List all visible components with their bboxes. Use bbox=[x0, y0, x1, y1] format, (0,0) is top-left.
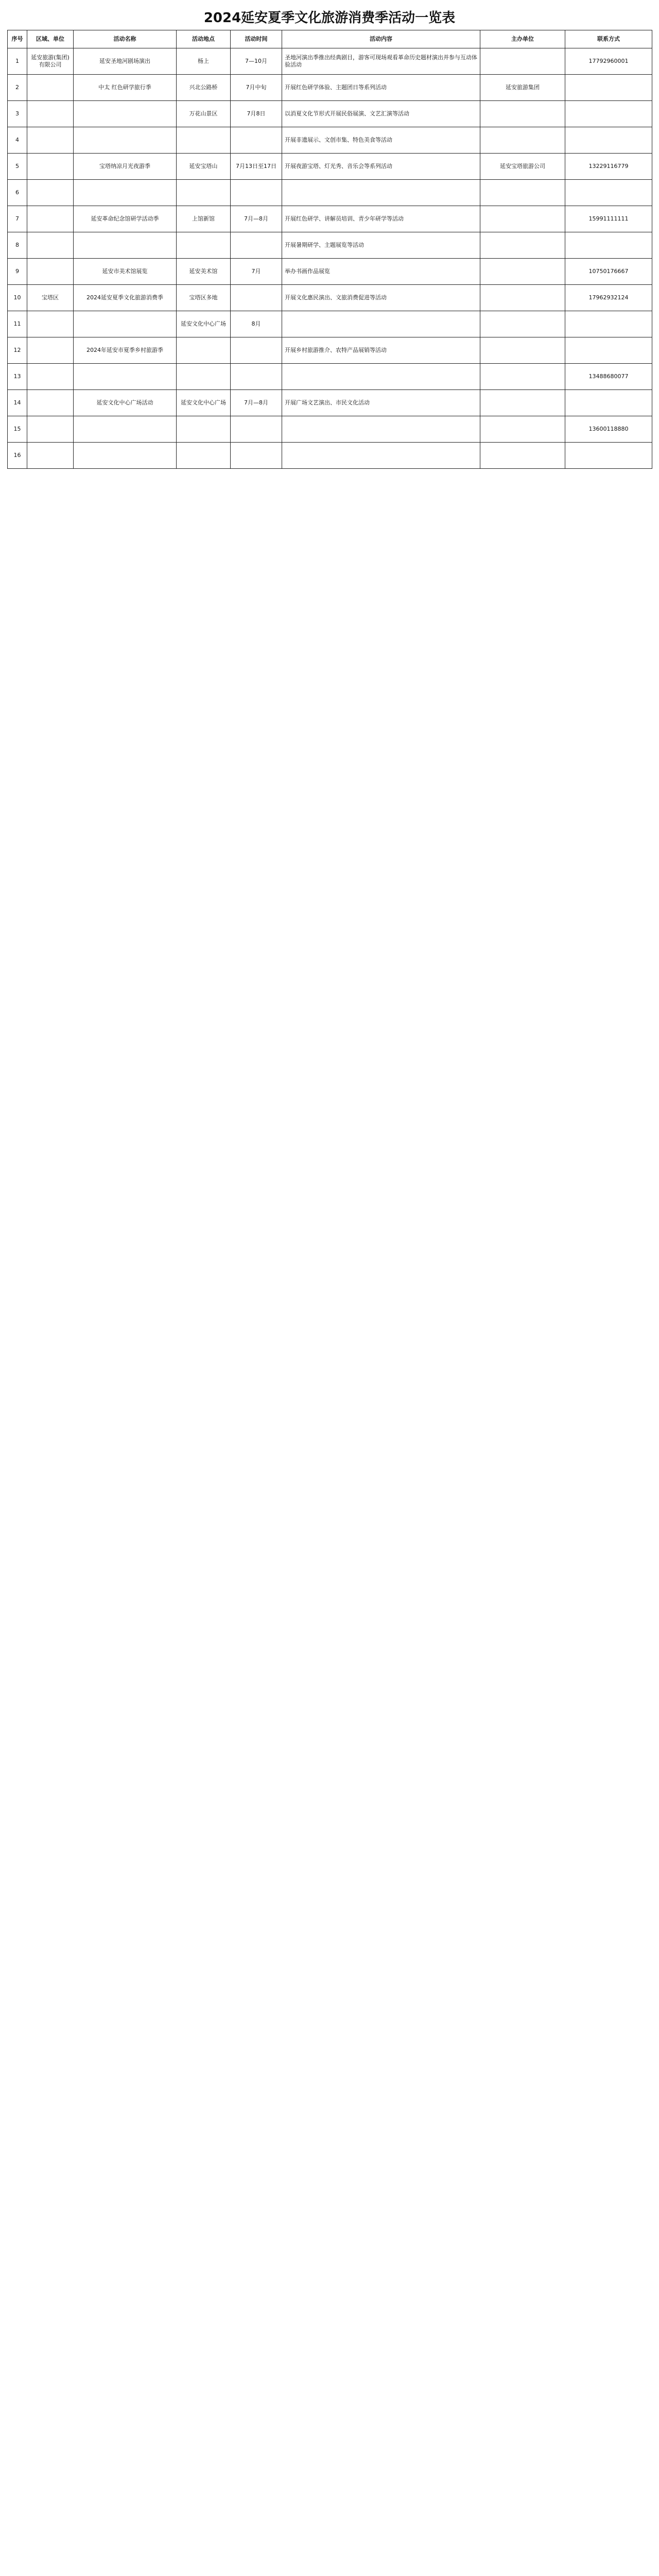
cell-name bbox=[74, 390, 177, 416]
header-no: 序号 bbox=[8, 30, 27, 48]
cell-text: 开展广场文艺演出、市民文化活动 bbox=[285, 399, 370, 406]
cell-content bbox=[282, 101, 480, 127]
header-contact: 联系方式 bbox=[565, 30, 652, 48]
cell-time bbox=[231, 101, 282, 127]
cell-text: 杨上 bbox=[198, 58, 209, 64]
cell-region bbox=[27, 311, 74, 337]
cell-time bbox=[231, 443, 282, 469]
table-row bbox=[8, 154, 652, 180]
cell-no bbox=[8, 443, 27, 469]
cell-contact bbox=[565, 337, 652, 364]
cell-name bbox=[74, 127, 177, 154]
cell-no bbox=[8, 75, 27, 101]
header-location: 活动地点 bbox=[177, 30, 231, 48]
activity-table bbox=[7, 30, 652, 469]
cell-text: 13 bbox=[13, 373, 21, 380]
cell-text: 宝塔区 bbox=[42, 294, 59, 301]
cell-time bbox=[231, 127, 282, 154]
header-content: 活动内容 bbox=[282, 30, 480, 48]
cell-time bbox=[231, 154, 282, 180]
cell-location bbox=[177, 416, 231, 443]
cell-no bbox=[8, 206, 27, 232]
cell-text: 4 bbox=[15, 137, 19, 143]
cell-no bbox=[8, 232, 27, 259]
cell-region bbox=[27, 127, 74, 154]
cell-region bbox=[27, 364, 74, 390]
cell-contact bbox=[565, 180, 652, 206]
cell-text: 8 bbox=[15, 242, 19, 248]
cell-host bbox=[480, 101, 565, 127]
cell-name bbox=[74, 364, 177, 390]
cell-time bbox=[231, 48, 282, 75]
cell-location bbox=[177, 285, 231, 311]
cell-text: 延安圣地河剧场演出 bbox=[99, 58, 150, 64]
cell-no bbox=[8, 180, 27, 206]
cell-location bbox=[177, 48, 231, 75]
cell-region bbox=[27, 259, 74, 285]
cell-contact bbox=[565, 48, 652, 75]
cell-host bbox=[480, 416, 565, 443]
cell-name bbox=[74, 180, 177, 206]
cell-content bbox=[282, 416, 480, 443]
cell-name bbox=[74, 337, 177, 364]
cell-text: 13229116779 bbox=[588, 163, 629, 170]
cell-host bbox=[480, 232, 565, 259]
cell-text: 3 bbox=[15, 110, 19, 117]
cell-contact bbox=[565, 285, 652, 311]
cell-text: 延安宝塔旅游公司 bbox=[500, 163, 545, 170]
cell-text: 开展红色研学、讲解员培训、青少年研学等活动 bbox=[285, 215, 404, 222]
cell-text: 上馆新馆 bbox=[192, 215, 215, 222]
cell-text: 宝塔区多地 bbox=[189, 294, 218, 301]
cell-text: 2 bbox=[15, 84, 19, 91]
cell-text: 2024年延安市夏季乡村旅游季 bbox=[86, 347, 163, 353]
cell-region bbox=[27, 390, 74, 416]
cell-text: 延安文化中心广场 bbox=[181, 399, 226, 406]
cell-location bbox=[177, 232, 231, 259]
cell-time bbox=[231, 311, 282, 337]
cell-text: 15991111111 bbox=[588, 215, 629, 222]
cell-no bbox=[8, 416, 27, 443]
cell-text: 2024延安夏季文化旅游消费季 bbox=[86, 294, 163, 301]
cell-host bbox=[480, 285, 565, 311]
cell-no bbox=[8, 48, 27, 75]
cell-contact bbox=[565, 232, 652, 259]
cell-text: 7月 bbox=[251, 268, 261, 275]
cell-time bbox=[231, 259, 282, 285]
cell-text: 开展夜游宝塔、灯光秀、音乐会等系列活动 bbox=[285, 163, 392, 170]
cell-text: 延安文化中心广场 bbox=[181, 320, 226, 327]
cell-content bbox=[282, 285, 480, 311]
cell-location bbox=[177, 75, 231, 101]
cell-location bbox=[177, 311, 231, 337]
cell-location bbox=[177, 154, 231, 180]
cell-text: 7月—8月 bbox=[244, 399, 268, 406]
cell-location bbox=[177, 337, 231, 364]
cell-text: 16 bbox=[13, 452, 21, 459]
cell-text: 举办书画作品展览 bbox=[285, 268, 330, 275]
cell-host bbox=[480, 337, 565, 364]
cell-time bbox=[231, 390, 282, 416]
cell-host bbox=[480, 48, 565, 75]
cell-location bbox=[177, 206, 231, 232]
cell-text: 延安宝塔山 bbox=[189, 163, 218, 170]
cell-no bbox=[8, 390, 27, 416]
table-row bbox=[8, 232, 652, 259]
cell-host bbox=[480, 180, 565, 206]
cell-no bbox=[8, 364, 27, 390]
cell-no bbox=[8, 127, 27, 154]
cell-text: 10 bbox=[13, 294, 21, 301]
table-row bbox=[8, 416, 652, 443]
cell-content bbox=[282, 206, 480, 232]
cell-text: 7月13日至17日 bbox=[236, 163, 276, 170]
cell-no bbox=[8, 285, 27, 311]
table-row bbox=[8, 364, 652, 390]
cell-time bbox=[231, 180, 282, 206]
cell-location bbox=[177, 443, 231, 469]
cell-contact bbox=[565, 416, 652, 443]
cell-text: 宝塔纳凉月光夜游季 bbox=[99, 163, 150, 170]
cell-time bbox=[231, 364, 282, 390]
cell-name bbox=[74, 101, 177, 127]
cell-text: 延安文化中心广场活动 bbox=[96, 399, 153, 406]
cell-text: 7月8日 bbox=[247, 110, 266, 117]
cell-time bbox=[231, 232, 282, 259]
cell-text: 7月中旬 bbox=[246, 84, 267, 91]
cell-text: 5 bbox=[15, 163, 19, 170]
cell-contact bbox=[565, 206, 652, 232]
cell-contact bbox=[565, 259, 652, 285]
cell-name bbox=[74, 416, 177, 443]
cell-host bbox=[480, 364, 565, 390]
cell-text: 延安革命纪念馆研学活动季 bbox=[91, 215, 159, 222]
cell-region bbox=[27, 232, 74, 259]
cell-location bbox=[177, 390, 231, 416]
cell-text: 7—10月 bbox=[245, 58, 267, 64]
cell-text: 万花山景区 bbox=[189, 110, 218, 117]
cell-host bbox=[480, 75, 565, 101]
cell-content bbox=[282, 48, 480, 75]
table-row bbox=[8, 311, 652, 337]
cell-contact bbox=[565, 364, 652, 390]
cell-content bbox=[282, 443, 480, 469]
header-time: 活动时间 bbox=[231, 30, 282, 48]
cell-text: 8月 bbox=[251, 320, 261, 327]
cell-no bbox=[8, 337, 27, 364]
cell-time bbox=[231, 337, 282, 364]
cell-no bbox=[8, 259, 27, 285]
cell-name bbox=[74, 443, 177, 469]
cell-name bbox=[74, 259, 177, 285]
table-row bbox=[8, 48, 652, 75]
cell-text: 13488680077 bbox=[588, 373, 629, 380]
table-row bbox=[8, 206, 652, 232]
cell-location bbox=[177, 180, 231, 206]
cell-host bbox=[480, 390, 565, 416]
table-row bbox=[8, 101, 652, 127]
cell-region bbox=[27, 101, 74, 127]
cell-name bbox=[74, 311, 177, 337]
cell-name bbox=[74, 232, 177, 259]
cell-region bbox=[27, 154, 74, 180]
cell-name bbox=[74, 75, 177, 101]
table-row bbox=[8, 180, 652, 206]
cell-name bbox=[74, 285, 177, 311]
cell-time bbox=[231, 416, 282, 443]
cell-host bbox=[480, 259, 565, 285]
cell-region bbox=[27, 443, 74, 469]
table-row bbox=[8, 390, 652, 416]
cell-content bbox=[282, 337, 480, 364]
cell-content bbox=[282, 311, 480, 337]
cell-text: 开展非遗展示、文创市集、特色美食等活动 bbox=[285, 137, 392, 143]
cell-text: 7 bbox=[15, 215, 19, 222]
cell-text: 中太 红色研学旅行季 bbox=[98, 84, 151, 91]
table-row bbox=[8, 285, 652, 311]
cell-content bbox=[282, 232, 480, 259]
cell-region bbox=[27, 337, 74, 364]
cell-contact bbox=[565, 311, 652, 337]
cell-content bbox=[282, 127, 480, 154]
cell-text: 1 bbox=[15, 58, 19, 64]
cell-contact bbox=[565, 75, 652, 101]
cell-time bbox=[231, 285, 282, 311]
cell-time bbox=[231, 206, 282, 232]
cell-name bbox=[74, 154, 177, 180]
cell-text: 17792960001 bbox=[588, 58, 629, 64]
table-row bbox=[8, 127, 652, 154]
cell-text: 11 bbox=[13, 320, 21, 327]
cell-region bbox=[27, 48, 74, 75]
document-title: 2024延安夏季文化旅游消费季活动一览表 bbox=[203, 10, 456, 26]
cell-host bbox=[480, 443, 565, 469]
header-region: 区域、单位 bbox=[27, 30, 74, 48]
table-body bbox=[8, 48, 652, 469]
cell-text: 圣地河演出季推出经典剧目，游客可现场观看革命历史题材演出并参与互动体验活动 bbox=[285, 54, 477, 68]
cell-text: 6 bbox=[15, 189, 19, 196]
cell-content bbox=[282, 180, 480, 206]
cell-text: 9 bbox=[15, 268, 19, 275]
cell-no bbox=[8, 311, 27, 337]
cell-content bbox=[282, 390, 480, 416]
cell-text: 开展红色研学体验、主题团日等系列活动 bbox=[285, 84, 387, 91]
cell-host bbox=[480, 311, 565, 337]
cell-text: 兴北公路桥 bbox=[189, 84, 218, 91]
cell-content bbox=[282, 75, 480, 101]
cell-text: 12 bbox=[13, 347, 21, 353]
cell-location bbox=[177, 127, 231, 154]
cell-location bbox=[177, 101, 231, 127]
cell-name bbox=[74, 48, 177, 75]
cell-region bbox=[27, 285, 74, 311]
cell-text: 延安旅游集团 bbox=[506, 84, 540, 91]
table-row bbox=[8, 443, 652, 469]
cell-text: 延安旅游(集团)有限公司 bbox=[31, 54, 70, 68]
cell-location bbox=[177, 259, 231, 285]
cell-text: 14 bbox=[13, 399, 21, 406]
cell-text: 13600118880 bbox=[588, 426, 629, 432]
header-host: 主办单位 bbox=[480, 30, 565, 48]
cell-text: 开展文化惠民演出、文旅消费促进等活动 bbox=[285, 294, 387, 301]
cell-text: 延安美术馆 bbox=[189, 268, 218, 275]
cell-host bbox=[480, 206, 565, 232]
cell-host bbox=[480, 127, 565, 154]
table-row bbox=[8, 337, 652, 364]
cell-region bbox=[27, 416, 74, 443]
cell-content bbox=[282, 259, 480, 285]
cell-text: 17962932124 bbox=[588, 294, 629, 301]
cell-location bbox=[177, 364, 231, 390]
cell-text: 开展乡村旅游推介、农特产品展销等活动 bbox=[285, 347, 387, 353]
cell-contact bbox=[565, 390, 652, 416]
cell-content bbox=[282, 154, 480, 180]
cell-time bbox=[231, 75, 282, 101]
cell-region bbox=[27, 180, 74, 206]
cell-region bbox=[27, 75, 74, 101]
cell-text: 开展暑期研学、主题展览等活动 bbox=[285, 242, 364, 248]
header-name: 活动名称 bbox=[74, 30, 177, 48]
cell-host bbox=[480, 154, 565, 180]
cell-no bbox=[8, 101, 27, 127]
cell-name bbox=[74, 206, 177, 232]
cell-contact bbox=[565, 443, 652, 469]
cell-text: 以消夏文化节形式开展民俗展演、文艺汇演等活动 bbox=[285, 110, 409, 117]
cell-region bbox=[27, 206, 74, 232]
table-header-row bbox=[8, 30, 652, 48]
cell-contact bbox=[565, 127, 652, 154]
cell-text: 15 bbox=[13, 426, 21, 432]
cell-text: 7月—8月 bbox=[244, 215, 268, 222]
cell-no bbox=[8, 154, 27, 180]
cell-text: 10750176667 bbox=[588, 268, 629, 275]
table-row bbox=[8, 75, 652, 101]
cell-contact bbox=[565, 154, 652, 180]
cell-contact bbox=[565, 101, 652, 127]
cell-text: 延安市美术馆展览 bbox=[102, 268, 148, 275]
cell-content bbox=[282, 364, 480, 390]
table-row bbox=[8, 259, 652, 285]
